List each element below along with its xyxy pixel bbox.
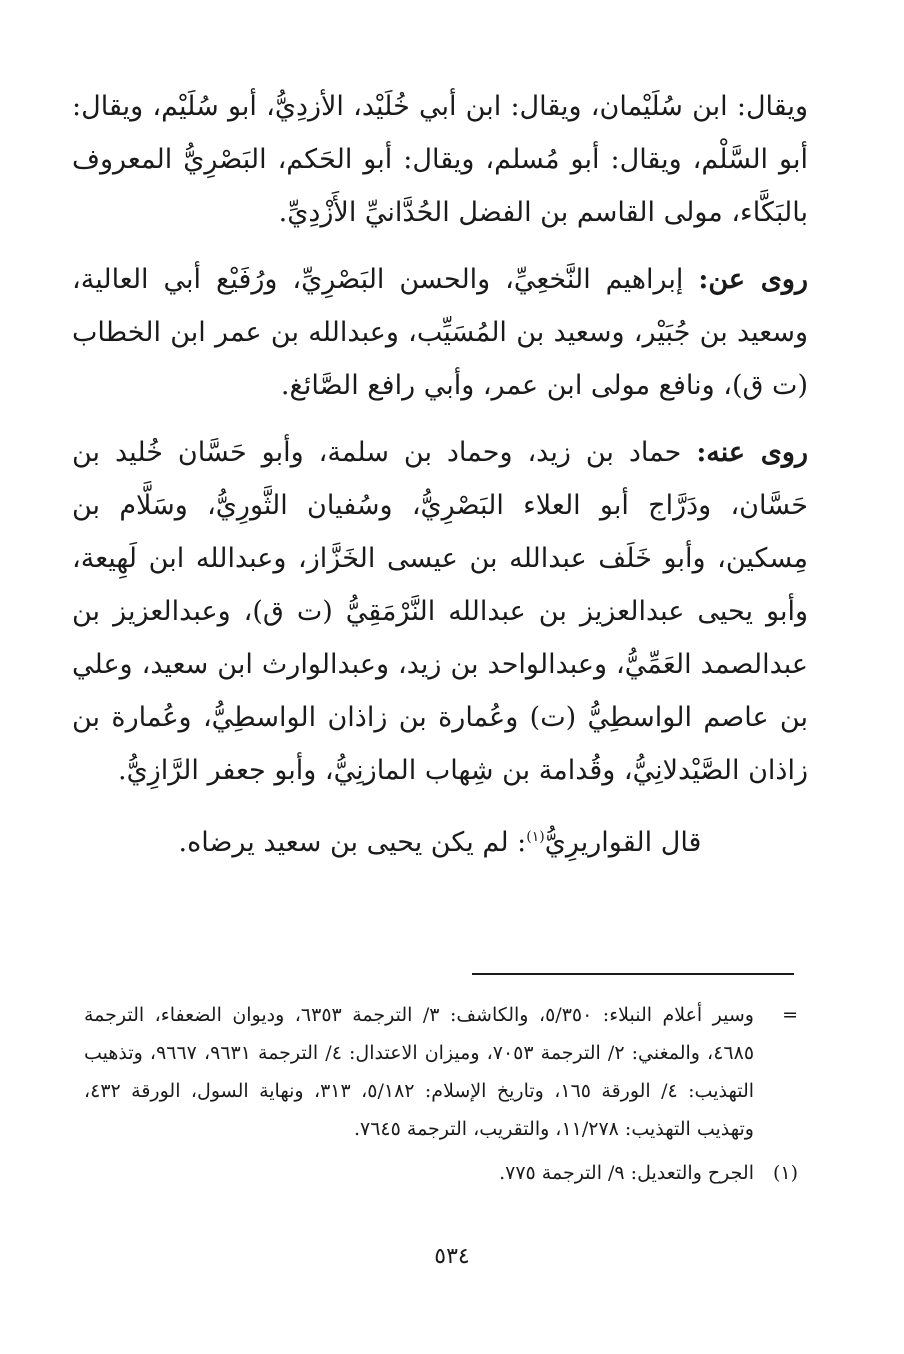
quote-text: : لم يكن يحيى بن سعيد يرضاه. bbox=[178, 827, 527, 858]
continuation-mark: = bbox=[782, 1004, 798, 1026]
narrated-from-heading: روى عن: bbox=[698, 264, 808, 295]
quote-paragraph bbox=[72, 811, 808, 869]
narrated-from-paragraph bbox=[72, 253, 808, 412]
footnote-continuation-text: وسير أعلام النبلاء: ٥/٣٥٠، والكاشف: ٣/ الترجمة ٦٣٥٣، وديوان الضعفاء، الترجمة ٤٦٨٥، والمغني: ٢/ الترجمة ٧٠٥٣، وميزان الاعتدال: ٤/ الترجمة ٩٦٣١، ٩٦٦٧، وتذهيب التهذيب: ٤/ الورقة ١٦٥، وتاريخ الإسلام: ٥/١٨٢، ٣١٣، ونهاية السول، الورقة ٤٣٢، وتهذيب التهذيب: ١١/٢٧٨، والتقريب، الترجمة ٧٦٤٥. bbox=[84, 1004, 755, 1140]
narrated-by-paragraph bbox=[72, 426, 808, 797]
narrated-by-text: حماد بن زيد، وحماد بن سلمة، وأبو حَسَّان خُليد بن حَسَّان، ودَرَّاج أبو العلاء البَصْرِيُّ، وسُفيان الثَّورِيُّ، وسَلَّام بن مِسكين، وأبو خَلَف عبدالله بن عيسى الخَزَّاز، وعبدالله ابن لَهِيعة، وأبو يحيى عبدالعزيز بن عبدالله النَّرْمَقِيُّ (ت ق)، وعبدالعزيز بن عبدالصمد العَمِّيُّ، وعبدالواحد بن زيد، وعبدالوارث ابن سعيد، وعلي بن عاصم الواسطِيُّ (ت) وعُمارة بن زاذان الواسطِيُّ، وعُمارة بن زاذان الصَّيْدلانِيُّ، وقُدامة بن شِهاب المازنِيُّ، وأبو جعفر الرَّازِيُّ. bbox=[72, 437, 808, 786]
footnote-reference: (١) bbox=[526, 829, 545, 845]
main-text bbox=[72, 80, 808, 883]
footnote-1 bbox=[84, 1154, 798, 1192]
page-number: ٥٣٤ bbox=[434, 1244, 470, 1269]
footnotes bbox=[84, 996, 798, 1198]
footnote-1-text: الجرح والتعديل: ٩/ الترجمة ٧٧٥. bbox=[499, 1162, 754, 1184]
footnote-1-mark: (١) bbox=[772, 1162, 798, 1184]
names-paragraph: ويقال: ابن سُلَيْمان، ويقال: ابن أبي خُلَيْد، الأزدِيُّ، أبو سُلَيْم، ويقال: أبو السَّلْم، ويقال: أبو مُسلم، ويقال: أبو الحَكم، البَصْرِيُّ المعروف بالبَكَّاء، مولى القاسم بن الفضل الحُدَّانيِّ الأَزْدِيِّ. bbox=[72, 91, 808, 228]
footnote-divider bbox=[472, 973, 794, 975]
narrated-by-heading: روى عنه: bbox=[696, 437, 809, 468]
quote-speaker: قال القواريرِيُّ bbox=[544, 827, 702, 858]
narrated-from-text: إبراهيم النَّخعِيِّ، والحسن البَصْرِيِّ، ورُفَيْع أبي العالية، وسعيد بن جُبَيْر، وسعيد بن المُسَيِّب، وعبدالله بن عمر ابن الخطاب (ت ق)، ونافع مولى ابن عمر، وأبي رافع الصَّائغ. bbox=[72, 264, 808, 401]
footnote-continuation bbox=[84, 996, 798, 1148]
